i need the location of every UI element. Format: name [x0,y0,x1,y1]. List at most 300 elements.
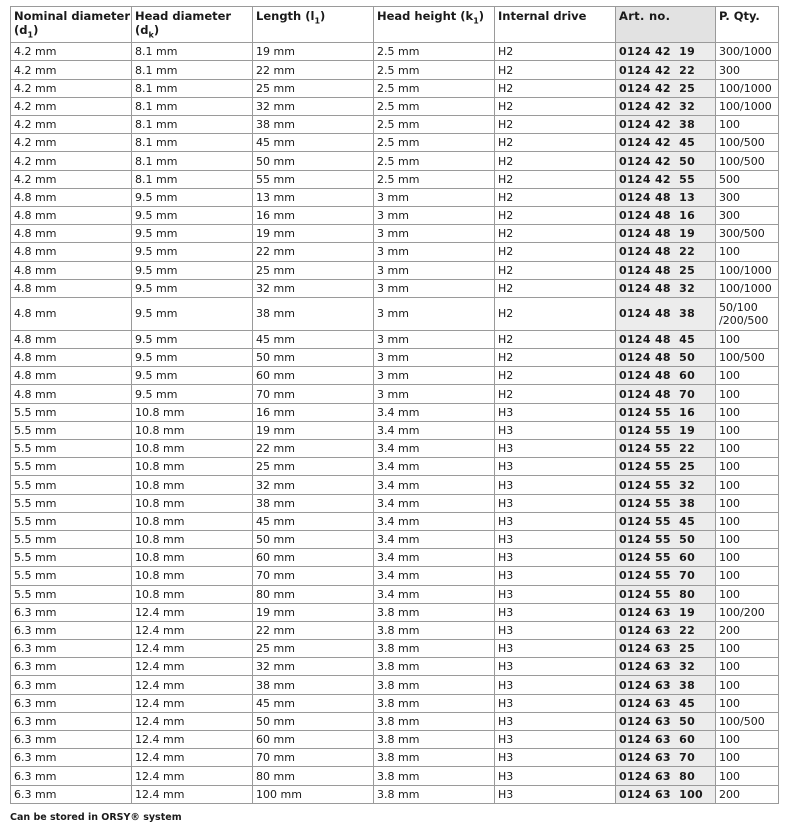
cell-head-diameter: 12.4 mm [132,712,253,730]
cell-length: 19 mm [253,225,374,243]
cell-internal-drive: H3 [495,458,616,476]
cell-art-no: 0124 48 13 [616,188,716,206]
cell-nominal-diameter: 4.2 mm [11,170,132,188]
cell-art-no: 0124 63 19 [616,603,716,621]
cell-head-height: 3 mm [374,297,495,330]
cell-head-height: 3.4 mm [374,512,495,530]
cell-nominal-diameter: 6.3 mm [11,694,132,712]
cell-head-diameter: 12.4 mm [132,731,253,749]
cell-head-height: 2.5 mm [374,61,495,79]
cell-internal-drive: H3 [495,494,616,512]
cell-head-height: 2.5 mm [374,97,495,115]
cell-length: 60 mm [253,367,374,385]
cell-internal-drive: H2 [495,330,616,348]
cell-nominal-diameter: 5.5 mm [11,476,132,494]
table-row [11,243,779,261]
table-row [11,152,779,170]
cell-nominal-diameter: 4.2 mm [11,79,132,97]
cell-internal-drive: H3 [495,512,616,530]
cell-p-qty: 500 [716,170,779,188]
cell-p-qty: 100 [716,530,779,548]
cell-p-qty: 100 [716,658,779,676]
cell-head-diameter: 9.5 mm [132,367,253,385]
cell-art-no: 0124 63 60 [616,731,716,749]
cell-art-no: 0124 42 45 [616,134,716,152]
cell-nominal-diameter: 6.3 mm [11,712,132,730]
cell-head-diameter: 12.4 mm [132,767,253,785]
cell-nominal-diameter: 4.8 mm [11,349,132,367]
cell-p-qty: 100 [716,421,779,439]
table-row [11,476,779,494]
cell-head-height: 3 mm [374,330,495,348]
cell-internal-drive: H3 [495,640,616,658]
table-row [11,603,779,621]
header-art-no: Art. no. [616,7,716,43]
cell-internal-drive: H2 [495,61,616,79]
cell-p-qty: 100/1000 [716,79,779,97]
cell-p-qty: 300 [716,188,779,206]
cell-head-height: 3.4 mm [374,549,495,567]
cell-head-height: 3.4 mm [374,585,495,603]
cell-internal-drive: H3 [495,421,616,439]
cell-p-qty: 100/500 [716,712,779,730]
cell-art-no: 0124 48 25 [616,261,716,279]
cell-head-height: 2.5 mm [374,152,495,170]
cell-head-height: 3.4 mm [374,403,495,421]
cell-head-height: 3.8 mm [374,767,495,785]
cell-p-qty: 300 [716,61,779,79]
table-row [11,188,779,206]
table-row [11,170,779,188]
cell-head-height: 3 mm [374,261,495,279]
cell-length: 32 mm [253,476,374,494]
header-row [11,7,779,43]
cell-nominal-diameter: 6.3 mm [11,676,132,694]
cell-head-height: 3.8 mm [374,621,495,639]
cell-internal-drive: H2 [495,261,616,279]
cell-art-no: 0124 55 19 [616,421,716,439]
table-row [11,330,779,348]
cell-nominal-diameter: 6.3 mm [11,767,132,785]
cell-art-no: 0124 48 16 [616,206,716,224]
header-nominal-diameter: Nominal diameter $(d_1)$ [11,7,132,43]
cell-p-qty: 100 [716,476,779,494]
cell-internal-drive: H2 [495,297,616,330]
cell-head-diameter: 12.4 mm [132,621,253,639]
cell-head-height: 3.8 mm [374,731,495,749]
cell-art-no: 0124 48 60 [616,367,716,385]
cell-art-no: 0124 42 38 [616,116,716,134]
cell-art-no: 0124 48 22 [616,243,716,261]
cell-nominal-diameter: 6.3 mm [11,603,132,621]
cell-head-diameter: 10.8 mm [132,440,253,458]
header-head-height: Head height $(k_1)$ [374,7,495,43]
cell-p-qty: 100 [716,243,779,261]
cell-head-diameter: 10.8 mm [132,567,253,585]
cell-art-no: 0124 55 60 [616,549,716,567]
table-row [11,297,779,330]
cell-nominal-diameter: 6.3 mm [11,785,132,803]
cell-p-qty: 200 [716,785,779,803]
cell-length: 45 mm [253,330,374,348]
table-row [11,97,779,115]
cell-p-qty: 100 [716,731,779,749]
cell-nominal-diameter: 5.5 mm [11,421,132,439]
cell-length: 45 mm [253,694,374,712]
cell-head-height: 2.5 mm [374,43,495,61]
cell-internal-drive: H3 [495,585,616,603]
cell-head-diameter: 8.1 mm [132,97,253,115]
table-row [11,440,779,458]
table-row [11,512,779,530]
cell-p-qty: 300/1000 [716,43,779,61]
cell-internal-drive: H2 [495,116,616,134]
cell-art-no: 0124 42 22 [616,61,716,79]
cell-nominal-diameter: 4.8 mm [11,225,132,243]
cell-p-qty: 100/200 [716,603,779,621]
cell-p-qty: 100 [716,567,779,585]
cell-internal-drive: H3 [495,676,616,694]
cell-length: 45 mm [253,512,374,530]
cell-head-diameter: 10.8 mm [132,549,253,567]
table-row [11,61,779,79]
table-row [11,134,779,152]
cell-nominal-diameter: 4.8 mm [11,188,132,206]
cell-length: 25 mm [253,79,374,97]
cell-length: 25 mm [253,458,374,476]
cell-head-height: 3.4 mm [374,494,495,512]
cell-length: 22 mm [253,243,374,261]
cell-head-diameter: 9.5 mm [132,330,253,348]
cell-art-no: 0124 48 45 [616,330,716,348]
cell-length: 22 mm [253,61,374,79]
cell-length: 50 mm [253,712,374,730]
cell-head-height: 3 mm [374,385,495,403]
cell-head-diameter: 9.5 mm [132,206,253,224]
cell-internal-drive: H2 [495,279,616,297]
cell-art-no: 0124 63 32 [616,658,716,676]
cell-p-qty: 100/500 [716,152,779,170]
table-row [11,367,779,385]
cell-length: 13 mm [253,188,374,206]
cell-art-no: 0124 63 80 [616,767,716,785]
cell-nominal-diameter: 4.8 mm [11,297,132,330]
table-row [11,225,779,243]
cell-p-qty: 100 [716,385,779,403]
cell-internal-drive: H3 [495,549,616,567]
cell-length: 70 mm [253,749,374,767]
cell-internal-drive: H3 [495,658,616,676]
table-row [11,731,779,749]
cell-head-diameter: 9.5 mm [132,297,253,330]
cell-head-height: 3.4 mm [374,476,495,494]
cell-head-diameter: 8.1 mm [132,61,253,79]
cell-internal-drive: H3 [495,567,616,585]
cell-nominal-diameter: 4.2 mm [11,43,132,61]
cell-nominal-diameter: 4.8 mm [11,385,132,403]
cell-head-diameter: 10.8 mm [132,421,253,439]
cell-length: 19 mm [253,43,374,61]
cell-art-no: 0124 55 50 [616,530,716,548]
cell-p-qty: 100 [716,676,779,694]
cell-p-qty: 100/1000 [716,97,779,115]
cell-head-height: 2.5 mm [374,170,495,188]
cell-head-height: 3 mm [374,206,495,224]
cell-p-qty: 300 [716,206,779,224]
cell-internal-drive: H3 [495,749,616,767]
table-row [11,206,779,224]
cell-p-qty: 100 [716,512,779,530]
cell-internal-drive: H3 [495,621,616,639]
cell-art-no: 0124 55 22 [616,440,716,458]
cell-internal-drive: H3 [495,785,616,803]
cell-p-qty: 100 [716,116,779,134]
cell-art-no: 0124 42 25 [616,79,716,97]
table-row [11,494,779,512]
cell-length: 32 mm [253,279,374,297]
cell-p-qty: 100/500 [716,134,779,152]
cell-p-qty: 50/100 /200/500 [716,297,779,330]
cell-p-qty: 100 [716,440,779,458]
cell-art-no: 0124 63 22 [616,621,716,639]
cell-nominal-diameter: 6.3 mm [11,749,132,767]
cell-nominal-diameter: 4.8 mm [11,367,132,385]
table-row [11,43,779,61]
cell-length: 19 mm [253,421,374,439]
cell-internal-drive: H3 [495,530,616,548]
cell-art-no: 0124 55 32 [616,476,716,494]
cell-art-no: 0124 55 25 [616,458,716,476]
cell-head-diameter: 9.5 mm [132,243,253,261]
cell-length: 38 mm [253,297,374,330]
cell-head-diameter: 10.8 mm [132,458,253,476]
cell-head-diameter: 10.8 mm [132,530,253,548]
cell-art-no: 0124 48 50 [616,349,716,367]
table-row [11,585,779,603]
table-row [11,279,779,297]
cell-art-no: 0124 63 50 [616,712,716,730]
cell-length: 50 mm [253,152,374,170]
cell-head-diameter: 9.5 mm [132,225,253,243]
table-row [11,658,779,676]
cell-internal-drive: H2 [495,243,616,261]
cell-head-diameter: 12.4 mm [132,603,253,621]
cell-length: 16 mm [253,403,374,421]
cell-nominal-diameter: 5.5 mm [11,549,132,567]
cell-art-no: 0124 63 70 [616,749,716,767]
cell-p-qty: 100 [716,767,779,785]
cell-art-no: 0124 42 55 [616,170,716,188]
cell-internal-drive: H3 [495,403,616,421]
cell-head-diameter: 12.4 mm [132,676,253,694]
cell-internal-drive: H3 [495,731,616,749]
table-row [11,640,779,658]
cell-head-diameter: 8.1 mm [132,134,253,152]
screw-spec-table [10,6,779,804]
cell-nominal-diameter: 5.5 mm [11,403,132,421]
cell-internal-drive: H3 [495,712,616,730]
cell-head-height: 3.8 mm [374,694,495,712]
cell-art-no: 0124 55 45 [616,512,716,530]
cell-art-no: 0124 55 38 [616,494,716,512]
cell-length: 60 mm [253,549,374,567]
cell-p-qty: 100/500 [716,349,779,367]
cell-p-qty: 100 [716,585,779,603]
cell-nominal-diameter: 4.2 mm [11,134,132,152]
cell-art-no: 0124 48 32 [616,279,716,297]
table-row [11,567,779,585]
cell-nominal-diameter: 5.5 mm [11,567,132,585]
cell-head-height: 2.5 mm [374,116,495,134]
cell-head-diameter: 12.4 mm [132,640,253,658]
cell-nominal-diameter: 6.3 mm [11,621,132,639]
cell-p-qty: 200 [716,621,779,639]
cell-art-no: 0124 55 16 [616,403,716,421]
cell-head-height: 3 mm [374,349,495,367]
cell-head-diameter: 9.5 mm [132,279,253,297]
cell-internal-drive: H2 [495,367,616,385]
cell-art-no: 0124 42 50 [616,152,716,170]
cell-internal-drive: H2 [495,385,616,403]
cell-p-qty: 100 [716,403,779,421]
cell-nominal-diameter: 4.8 mm [11,279,132,297]
cell-nominal-diameter: 4.2 mm [11,152,132,170]
cell-nominal-diameter: 5.5 mm [11,494,132,512]
cell-length: 38 mm [253,494,374,512]
cell-p-qty: 100 [716,694,779,712]
cell-head-diameter: 8.1 mm [132,43,253,61]
cell-art-no: 0124 63 38 [616,676,716,694]
table-row [11,349,779,367]
cell-head-height: 3 mm [374,188,495,206]
cell-head-diameter: 12.4 mm [132,658,253,676]
table-row [11,385,779,403]
cell-length: 80 mm [253,585,374,603]
cell-art-no: 0124 48 38 [616,297,716,330]
table-body [11,43,779,804]
cell-head-height: 3.8 mm [374,749,495,767]
cell-head-diameter: 10.8 mm [132,494,253,512]
cell-p-qty: 100 [716,458,779,476]
cell-length: 38 mm [253,116,374,134]
cell-length: 16 mm [253,206,374,224]
cell-head-diameter: 9.5 mm [132,349,253,367]
cell-head-height: 3.8 mm [374,603,495,621]
cell-p-qty: 300/500 [716,225,779,243]
cell-internal-drive: H3 [495,767,616,785]
footnote: Can be stored in ORSY® system [10,812,182,823]
cell-p-qty: 100 [716,549,779,567]
cell-internal-drive: H2 [495,79,616,97]
cell-nominal-diameter: 5.5 mm [11,458,132,476]
cell-art-no: 0124 63 100 [616,785,716,803]
cell-internal-drive: H2 [495,97,616,115]
table-row [11,749,779,767]
cell-nominal-diameter: 5.5 mm [11,530,132,548]
cell-head-diameter: 12.4 mm [132,785,253,803]
table-row [11,458,779,476]
table-row [11,785,779,803]
cell-internal-drive: H2 [495,225,616,243]
cell-internal-drive: H2 [495,349,616,367]
cell-internal-drive: H3 [495,476,616,494]
cell-art-no: 0124 63 45 [616,694,716,712]
cell-head-diameter: 10.8 mm [132,476,253,494]
header-internal-drive: Internal drive [495,7,616,43]
cell-p-qty: 100/1000 [716,279,779,297]
cell-p-qty: 100 [716,330,779,348]
cell-head-diameter: 12.4 mm [132,749,253,767]
table-row [11,403,779,421]
cell-nominal-diameter: 4.8 mm [11,261,132,279]
cell-head-diameter: 10.8 mm [132,403,253,421]
cell-art-no: 0124 55 80 [616,585,716,603]
cell-nominal-diameter: 5.5 mm [11,440,132,458]
cell-length: 32 mm [253,97,374,115]
cell-head-diameter: 9.5 mm [132,261,253,279]
cell-nominal-diameter: 6.3 mm [11,731,132,749]
cell-length: 70 mm [253,567,374,585]
cell-head-diameter: 8.1 mm [132,152,253,170]
cell-length: 25 mm [253,261,374,279]
table-row [11,767,779,785]
cell-head-height: 3.4 mm [374,458,495,476]
cell-head-height: 3.8 mm [374,712,495,730]
cell-head-height: 3.8 mm [374,676,495,694]
cell-head-height: 3.8 mm [374,658,495,676]
cell-head-diameter: 9.5 mm [132,385,253,403]
cell-length: 19 mm [253,603,374,621]
cell-nominal-diameter: 6.3 mm [11,640,132,658]
table-row [11,530,779,548]
header-length: Length $(l_1)$ [253,7,374,43]
cell-head-diameter: 8.1 mm [132,116,253,134]
cell-nominal-diameter: 4.2 mm [11,61,132,79]
cell-length: 22 mm [253,621,374,639]
cell-length: 22 mm [253,440,374,458]
cell-length: 25 mm [253,640,374,658]
table-row [11,621,779,639]
cell-head-diameter: 9.5 mm [132,188,253,206]
cell-nominal-diameter: 4.8 mm [11,206,132,224]
table-row [11,79,779,97]
cell-length: 60 mm [253,731,374,749]
header-p-qty: P. Qty. [716,7,779,43]
cell-head-height: 3.4 mm [374,421,495,439]
cell-p-qty: 100 [716,640,779,658]
cell-internal-drive: H2 [495,43,616,61]
cell-head-height: 3 mm [374,243,495,261]
table-row [11,676,779,694]
cell-length: 45 mm [253,134,374,152]
cell-art-no: 0124 42 32 [616,97,716,115]
cell-nominal-diameter: 5.5 mm [11,585,132,603]
cell-p-qty: 100 [716,749,779,767]
cell-length: 38 mm [253,676,374,694]
cell-length: 55 mm [253,170,374,188]
cell-length: 50 mm [253,349,374,367]
cell-length: 50 mm [253,530,374,548]
cell-nominal-diameter: 5.5 mm [11,512,132,530]
cell-nominal-diameter: 4.8 mm [11,243,132,261]
cell-internal-drive: H2 [495,206,616,224]
cell-length: 32 mm [253,658,374,676]
cell-head-height: 3 mm [374,279,495,297]
table-row [11,712,779,730]
cell-nominal-diameter: 4.8 mm [11,330,132,348]
cell-p-qty: 100/1000 [716,261,779,279]
cell-head-height: 3 mm [374,367,495,385]
